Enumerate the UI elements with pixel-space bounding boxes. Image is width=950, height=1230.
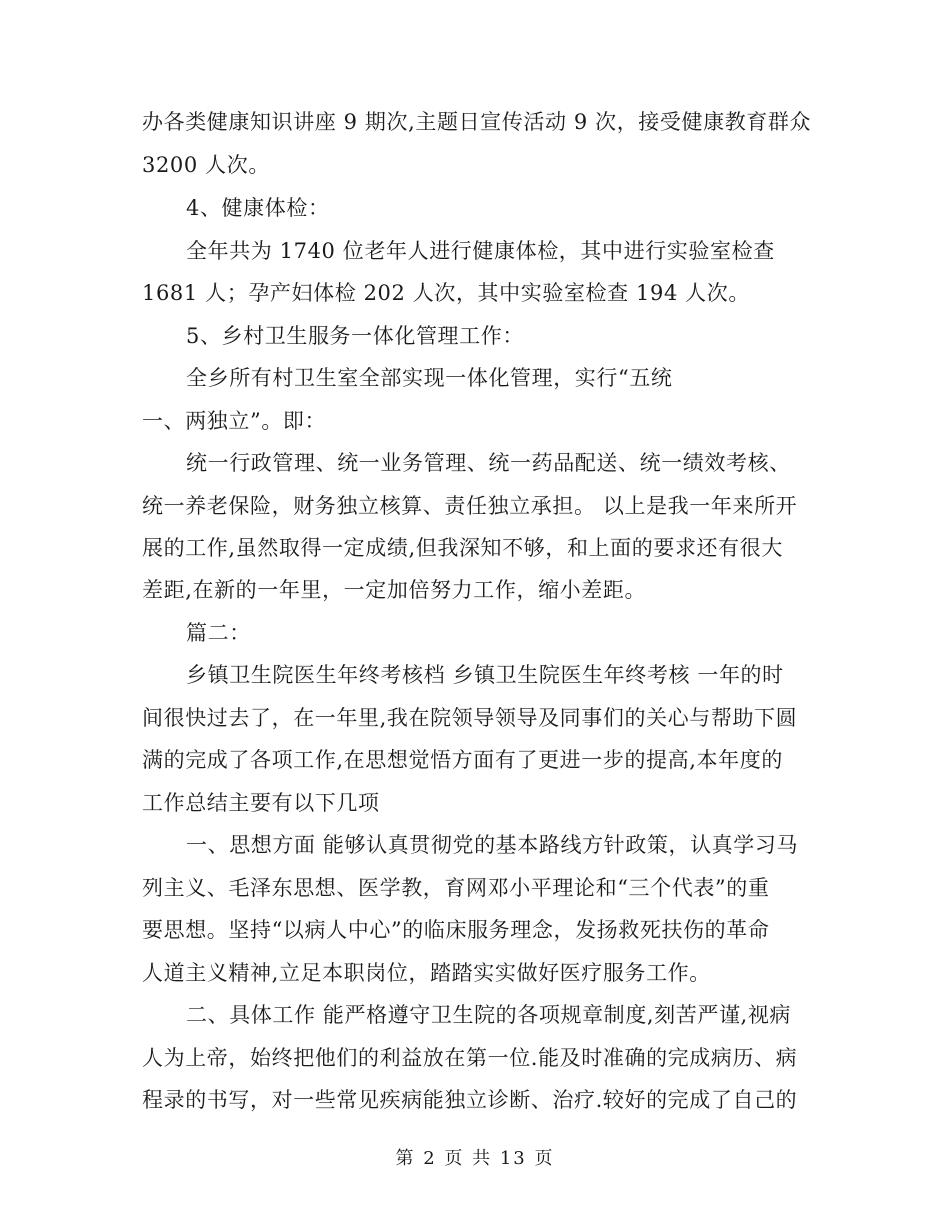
text-line: 统一养老保险，财务独立核算、责任独立承担。 以上是我一年来所开: [142, 494, 798, 518]
text-line: 1681 人；孕产妇体检 202 人次，其中实验室检查 194 人次。: [142, 281, 750, 305]
text-line: 二、具体工作 能严格遵守卫生院的各项规章制度,刻苦严谨,视病: [186, 1003, 792, 1027]
text-line: 要思想。坚持“以病人中心”的临床服务理念，发扬救死扶伤的革命: [142, 918, 770, 942]
text-line: 人道主义精神,立足本职岗位，踏踏实实做好医疗服务工作。: [142, 961, 711, 985]
section-heading: 5、乡村卫生服务一体化管理工作：: [186, 324, 524, 348]
text-line: 间很快过去了，在一年里,我在院领导领导及同事们的关心与帮助下圆: [142, 706, 798, 730]
text-line: 全乡所有村卫生室全部实现一体化管理，实行“五统: [186, 366, 673, 390]
text-line: 满的完成了各项工作,在思想觉悟方面有了更进一步的提高,本年度的: [142, 748, 783, 772]
text-line: 全年共为 1740 位老年人进行健康体检，其中进行实验室检查: [186, 239, 775, 263]
page-number-footer: 第 2 页 共 13 页: [395, 1148, 555, 1169]
section-heading: 4、健康体检：: [186, 196, 330, 220]
text-line: 展的工作,虽然取得一定成绩,但我深知不够，和上面的要求还有很大: [142, 536, 783, 560]
text-line: 一、思想方面 能够认真贯彻党的基本路线方针政策，认真学习马: [186, 833, 799, 857]
section-heading: 篇二：: [186, 621, 251, 645]
text-line: 乡镇卫生院医生年终考核档 乡镇卫生院医生年终考核 一年的时: [186, 663, 784, 687]
text-line: 列主义、毛泽东思想、医学教，育网邓小平理论和“三个代表”的重: [142, 876, 770, 900]
text-line: 统一行政管理、统一业务管理、统一药品配送、统一绩效考核、: [186, 451, 791, 475]
text-line: 一、两独立”。即：: [142, 409, 327, 433]
text-line: 办各类健康知识讲座 9 期次,主题日宣传活动 9 次，接受健康教育群众: [142, 110, 812, 134]
text-line: 3200 人次。: [142, 153, 270, 177]
text-line: 差距,在新的一年里，一定加倍努力工作，缩小差距。: [142, 578, 647, 602]
text-line: 工作总结主要有以下几项: [142, 791, 380, 815]
text-line: 人为上帝，始终把他们的利益放在第一位.能及时准确的完成病历、病: [142, 1046, 798, 1070]
text-line: 程录的书写，对一些常见疾病能独立诊断、治疗.较好的完成了自己的: [142, 1088, 798, 1112]
